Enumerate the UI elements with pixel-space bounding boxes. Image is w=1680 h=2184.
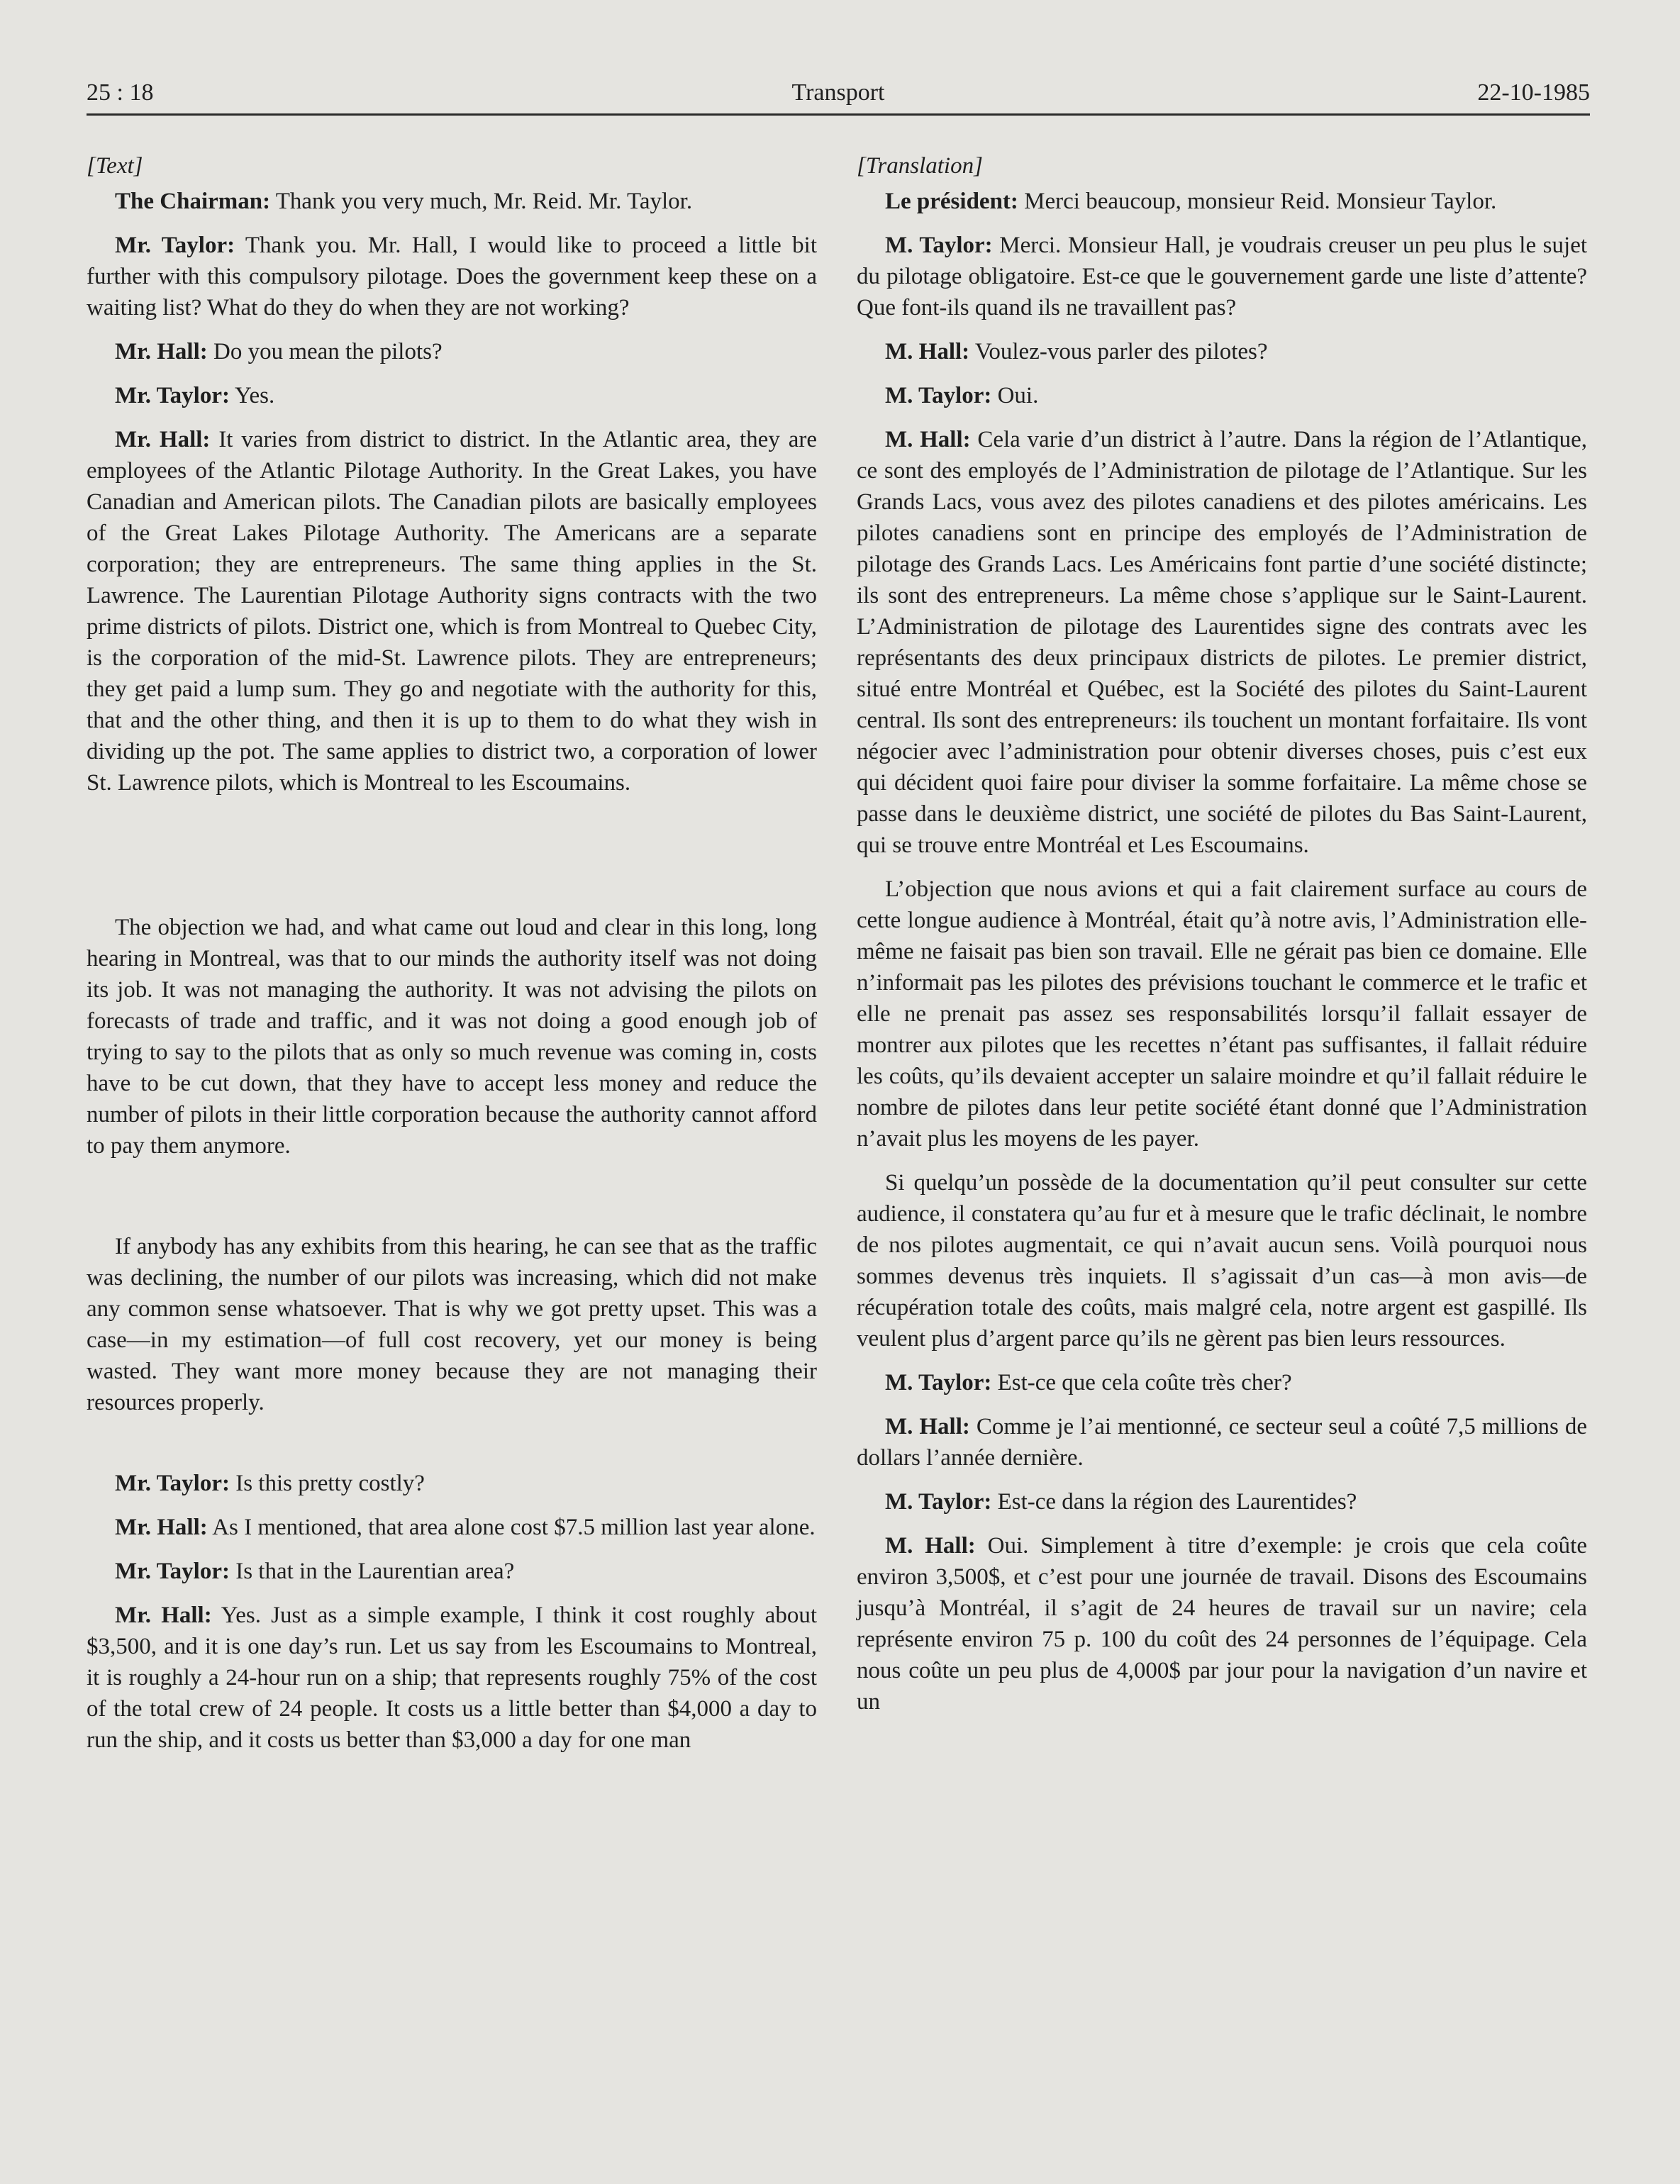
speech-text: Voulez-vous parler des pilotes?	[974, 339, 1268, 364]
speech-text: Merci. Monsieur Hall, je voudrais creuser un peu plus le sujet du pilotage obligatoire. Est-ce que le gouvernement garde une liste d’attente? Que font-ils quand ils ne travaillent pas?	[857, 233, 1588, 321]
speaker-name: M. Taylor:	[885, 1489, 992, 1515]
speech-text: Do you mean the pilots?	[213, 339, 443, 364]
paragraph	[87, 230, 817, 323]
page-header	[87, 75, 1590, 116]
speaker-name: M. Hall:	[885, 339, 970, 364]
speech-text: Merci beaucoup, monsieur Reid. Monsieur Taylor.	[1024, 189, 1497, 214]
paragraph	[87, 186, 817, 217]
speech-text: Thank you very much, Mr. Reid. Mr. Taylor.	[275, 189, 693, 214]
speaker-name: Mr. Taylor:	[115, 1559, 230, 1584]
page-number: 25 : 18	[87, 79, 154, 106]
speech-text: Yes. Just as a simple example, I think it cost roughly about $3,500, and it is one day’s run. Let us say from les Escoumains to Montreal, it is roughly a 24-hour run on a ship; that represents roughly 75% of the cost of the total crew of 24 people. It costs us a little better than $4,000 a day to run the ship, and it costs us better than $3,000 a day for one man	[87, 1603, 817, 1753]
running-title: Transport	[791, 79, 885, 106]
speech-text: Comme je l’ai mentionné, ce secteur seul a coûté 7,5 millions de dollars l’année dernière.	[857, 1414, 1587, 1471]
speaker-name: Mr. Hall:	[115, 1515, 208, 1540]
translation-tag: [Translation]	[857, 153, 983, 179]
paragraph	[87, 424, 817, 798]
speaker-name: M. Taylor:	[885, 233, 993, 258]
paragraph	[857, 874, 1587, 1154]
paragraph	[87, 1468, 817, 1499]
speech-text: Oui.	[997, 383, 1039, 408]
paragraph	[857, 1486, 1587, 1517]
paragraph	[857, 424, 1587, 861]
speech-text: Yes.	[235, 383, 275, 408]
speaker-name: Mr. Hall:	[115, 339, 208, 364]
paragraph	[87, 1556, 817, 1587]
speech-text: Thank you. Mr. Hall, I would like to proceed a little bit further with this compulsory pilotage. Does the government keep these on a waiting list? What do they do when they are not working?	[87, 233, 817, 321]
paragraph	[87, 1231, 817, 1418]
paragraph	[87, 336, 817, 367]
speech-text: It varies from district to district. In the Atlantic area, they are employees of the Atlantic Pilotage Authority. In the Great Lakes, you have Canadian and American pilots. The Canadian pilots are basically employees of the Great Lakes Pilotage Authority. The Americans are a separate corporation; they are entrepreneurs. The same thing applies in the St. Lawrence. The Laurentian Pilotage Authority signs contracts with the two prime districts of pilots. District one, which is from Montreal to Quebec City, is the corporation of the mid-St. Lawrence pilots. They are entrepreneurs; they get paid a lump sum. They go and negotiate with the authority for this, that and the other thing, and then it is up to them to do what they wish in dividing up the pot. The same applies to district two, a corporation of lower St. Lawrence pilots, which is Montreal to les Escoumains.	[87, 427, 818, 796]
french-column	[857, 150, 1587, 1730]
speech-text: Est-ce que cela coûte très cher?	[997, 1370, 1292, 1395]
speech-text: Cela varie d’un district à l’autre. Dans la région de l’Atlantique, ce sont des employés de l’Administration de pilotage de l’Atlantique. Sur les Grands Lacs, vous avez des pilotes canadiens et des pilotes américains. Les pilotes canadiens sont en principe des employés de l’Administration de pilotage des Grands Lacs. Les Américains font partie d’une société distincte; ils sont des entrepreneurs. La même chose s’applique sur le Saint-Laurent. L’Administration de pilotage des Laurentides signe des contrats avec les représentants des deux principaux districts de pilotes. Le premier district, situé entre Montréal et Québec, est la Société des pilotes du Saint-Laurent central. Ils sont des entrepreneurs: ils touchent un montant forfaitaire. Ils vont négocier avec l’administration pour obtenir diverses choses, puis c’est eux qui décident quoi faire pour diviser la somme forfaitaire. La même chose se passe dans le deuxième district, une société de pilotes du Bas Saint-Laurent, qui se trouve entre Montréal et Les Escoumains.	[857, 427, 1587, 858]
speaker-name: M. Hall:	[885, 427, 971, 452]
paragraph	[857, 336, 1587, 367]
speaker-name: M. Taylor:	[885, 1370, 992, 1395]
paragraph	[857, 230, 1587, 323]
speech-text: Is that in the Laurentian area?	[235, 1559, 515, 1584]
paragraph	[87, 1600, 817, 1756]
paragraph	[857, 1367, 1587, 1398]
speech-text: As I mentioned, that area alone cost $7.5 million last year alone.	[212, 1515, 816, 1540]
speaker-name: Le président:	[885, 189, 1018, 214]
paragraph	[857, 186, 1587, 217]
speaker-name: M. Hall:	[885, 1414, 970, 1439]
text-tag: [Text]	[87, 153, 143, 179]
speaker-name: M. Taylor:	[885, 383, 992, 408]
speech-text: The objection we had, and what came out loud and clear in this long, long hearing in Montreal, was that to our minds the authority itself was not doing its job. It was not managing the authority. It was not advising the pilots on forecasts of trade and traffic, and it was not doing a good enough job of trying to say to the pilots that as only so much revenue was coming in, costs have to be cut down, that they have to accept less money and reduce the number of pilots in their little corporation because the authority cannot afford to pay them anymore.	[87, 915, 817, 1159]
speech-text: Si quelqu’un possède de la documentation qu’il peut consulter sur cette audience, il constatera qu’au fur et à mesure que le trafic déclinait, le nombre de nos pilotes augmentait, ce qui n’avait aucun sens. Voilà pourquoi nous sommes devenus très inquiets. Il s’agissait d’un cas—à mon avis—de récupération totale des coûts, mais malgré cela, notre argent est gaspillé. Ils veulent plus d’argent parce qu’ils ne gèrent pas bien leurs ressources.	[857, 1170, 1587, 1352]
speaker-name: The Chairman:	[115, 189, 271, 214]
english-column	[87, 150, 817, 1768]
paragraph	[857, 1530, 1587, 1717]
speech-text: Oui. Simplement à titre d’exemple: je crois que cela coûte environ 3,500$, et c’est pour une journée de travail. Disons des Escoumains jusqu’à Montréal, il s’agit de 24 heures de travail sur un navire; cela représente environ 75 p. 100 du coût des 24 personnes de l’équipage. Cela nous coûte un peu plus de 4,000$ par jour pour la navigation d’un navire et un	[857, 1533, 1587, 1715]
paragraph	[857, 1411, 1587, 1473]
paragraph	[87, 380, 817, 411]
paragraph	[857, 1167, 1587, 1354]
speech-text: Est-ce dans la région des Laurentides?	[997, 1489, 1357, 1515]
speech-text: If anybody has any exhibits from this hearing, he can see that as the traffic was declining, the number of our pilots was increasing, which did not make any common sense whatsoever. That is why we got pretty upset. This was a case—in my estimation—of full cost recovery, yet our money is being wasted. They want more money because they are not managing their resources properly.	[87, 1234, 817, 1415]
paragraph	[87, 1512, 817, 1543]
speech-text: L’objection que nous avions et qui a fait clairement surface au cours de cette longue audience à Montréal, était qu’à notre avis, l’Administration elle-même ne faisait pas bien son travail. Elle ne gérait pas bien ce domaine. Elle n’informait pas les pilotes des prévisions touchant le commerce et le trafic et elle ne prenait pas assez ses responsabilités lorsqu’il fallait essayer de montrer aux pilotes que les recettes n’étant pas suffisantes, il fallait réduire les coûts, qu’ils devaient accepter un salaire moindre et qu’il fallait réduire le nombre de pilotes dans leur petite société étant donné que l’Administration n’avait plus les moyens de les payer.	[857, 876, 1587, 1152]
page-date: 22-10-1985	[1477, 79, 1590, 106]
speaker-name: Mr. Taylor:	[115, 1471, 230, 1496]
speaker-name: Mr. Taylor:	[115, 383, 230, 408]
speaker-name: M. Hall:	[885, 1533, 976, 1559]
paragraph	[857, 380, 1587, 411]
speaker-name: Mr. Hall:	[115, 427, 211, 452]
speaker-name: Mr. Hall:	[115, 1603, 212, 1628]
speaker-name: Mr. Taylor:	[115, 233, 235, 258]
paragraph	[87, 912, 817, 1161]
speech-text: Is this pretty costly?	[235, 1471, 425, 1496]
